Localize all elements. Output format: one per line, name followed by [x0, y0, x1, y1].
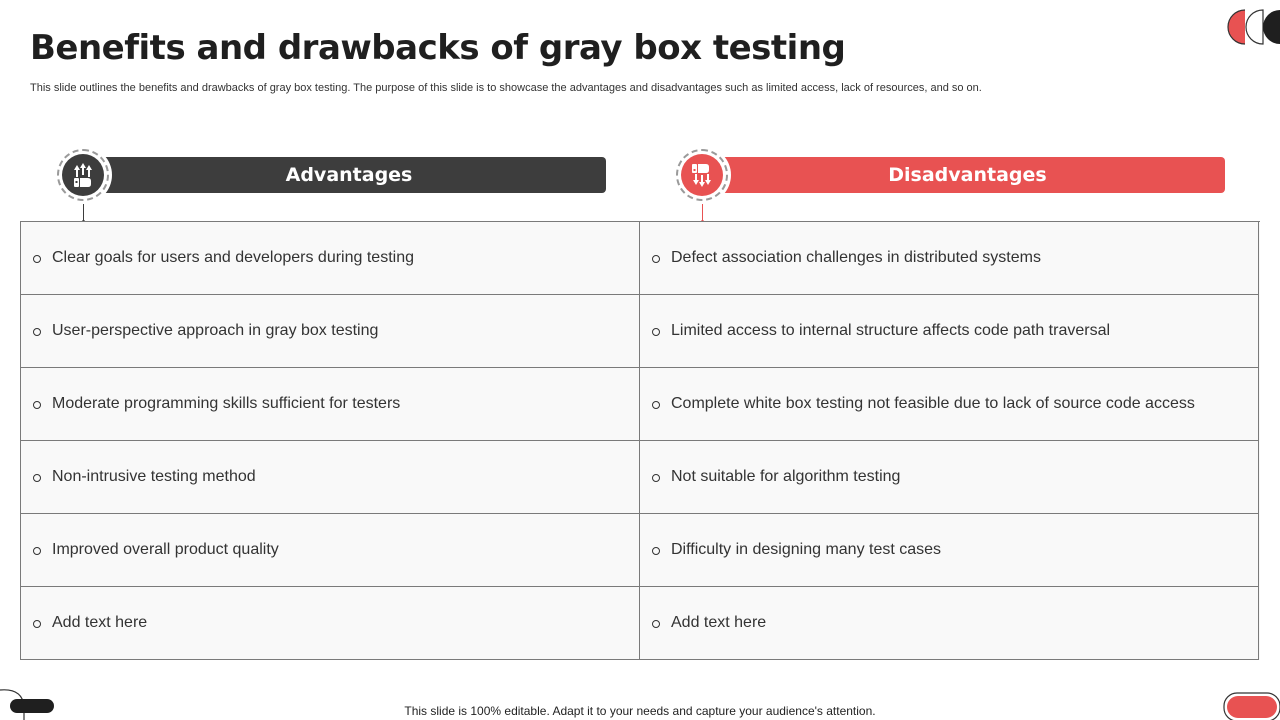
advantages-heading: Advantages: [285, 164, 413, 186]
disadvantage-item: Defect association challenges in distributed systems: [640, 222, 1259, 295]
disadvantages-heading: Disadvantages: [888, 164, 1047, 186]
bullet-icon: [33, 255, 41, 263]
bullet-icon: [33, 547, 41, 555]
page-subtitle: This slide outlines the benefits and drawbacks of gray box testing. The purpose of this slide is to showcase the advantages and disadvantages such as limited access, lack of resources, and so on.: [30, 82, 982, 94]
bullet-icon: [652, 255, 660, 263]
bullet-icon: [652, 547, 660, 555]
disadvantage-item: Difficulty in designing many test cases: [640, 514, 1259, 587]
corner-decoration-top-right: [1226, 8, 1280, 46]
bullet-icon: [33, 474, 41, 482]
advantage-item: Clear goals for users and developers during testing: [21, 222, 640, 295]
thumbs-up-arrows-icon: [68, 160, 98, 190]
advantages-badge: [54, 146, 112, 204]
advantage-item: Improved overall product quality: [21, 514, 640, 587]
disadvantage-item: Add text here: [640, 587, 1259, 660]
disadvantages-header: [710, 157, 1225, 193]
bullet-icon: [33, 401, 41, 409]
bullet-icon: [652, 474, 660, 482]
disadvantages-badge: [673, 146, 731, 204]
advantage-item: User-perspective approach in gray box testing: [21, 295, 640, 368]
advantages-header: [92, 157, 606, 193]
disadvantage-item: Complete white box testing not feasible due to lack of source code access: [640, 368, 1259, 441]
advantage-item: Add text here: [21, 587, 640, 660]
disadvantage-item: Limited access to internal structure affects code path traversal: [640, 295, 1259, 368]
page-title: Benefits and drawbacks of gray box testing: [30, 28, 846, 68]
comparison-table: [20, 221, 1260, 660]
advantage-item: Moderate programming skills sufficient for testers: [21, 368, 640, 441]
footer-note: This slide is 100% editable. Adapt it to your needs and capture your audience's attention.: [404, 704, 876, 718]
advantage-item: Non-intrusive testing method: [21, 441, 640, 514]
bullet-icon: [652, 401, 660, 409]
bullet-icon: [652, 620, 660, 628]
bullet-icon: [33, 620, 41, 628]
bullet-icon: [33, 328, 41, 336]
thumbs-down-arrows-icon: [687, 160, 717, 190]
disadvantage-item: Not suitable for algorithm testing: [640, 441, 1259, 514]
bullet-icon: [652, 328, 660, 336]
